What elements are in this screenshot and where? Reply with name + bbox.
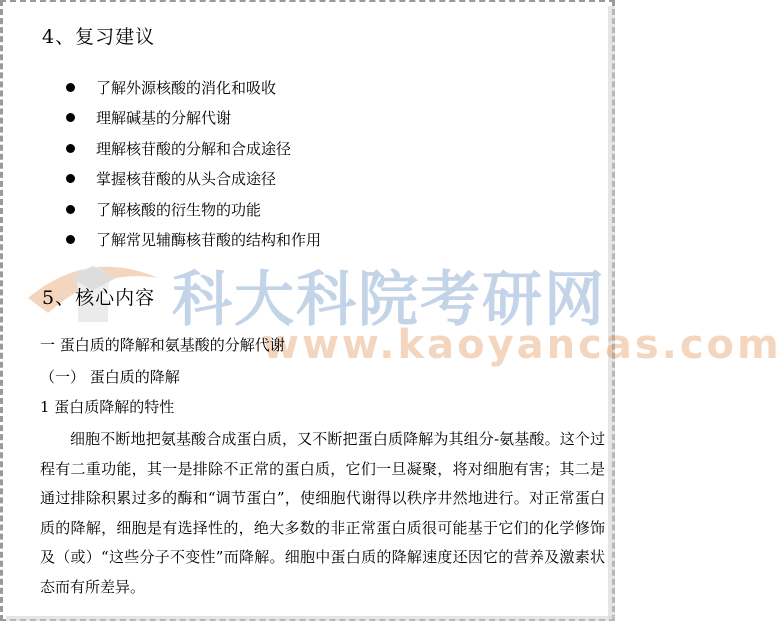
- page-shadow-bottom: [6, 616, 615, 621]
- bullet-icon: [66, 83, 75, 92]
- list-item: 了解核酸的衍生物的功能: [66, 198, 321, 228]
- bullet-icon: [66, 235, 75, 244]
- watermark-site-name: 科大科院考研网: [172, 265, 606, 335]
- body-paragraph: 细胞不断地把氨基酸合成蛋白质，又不断把蛋白质降解为其组分-氨基酸。这个过程有二重功能，其一是排除不正常的蛋白质，它们一旦凝聚，将对细胞有害；其二是通过排除积累过多的酶和“调节蛋白”，使细胞代谢得以秩序井然地进行。对正常蛋白质的降解，细胞是有选择性的，绝大多数的非正常蛋白质很可能基于它们的化学修饰及（或）“这些分子不变性”而降解。细胞中蛋白质的降解速度还因它的营养及激素状态而有所差异。: [40, 430, 605, 596]
- topic-heading: 1 蛋白质降解的特性: [40, 398, 175, 416]
- list-item: 掌握核苷酸的从头合成途径: [66, 167, 321, 197]
- chapter-heading: 一 蛋白质的降解和氨基酸的分解代谢: [40, 336, 285, 354]
- list-item: 了解常见辅酶核苷酸的结构和作用: [66, 228, 321, 258]
- section-4-title: 4、复习建议: [42, 26, 156, 48]
- watermark-url: www.kaoyancas.com: [262, 322, 782, 368]
- page-shadow-right: [608, 6, 615, 618]
- list-item: 理解碱基的分解代谢: [66, 106, 321, 136]
- bullet-icon: [66, 205, 75, 214]
- list-item: 了解外源核酸的消化和吸收: [66, 76, 321, 106]
- subsection-heading: （一） 蛋白质的降解: [40, 368, 180, 386]
- review-suggestions-list: [66, 76, 321, 258]
- bullet-icon: [66, 174, 75, 183]
- bullet-icon: [66, 144, 75, 153]
- list-item: 理解核苷酸的分解和合成途径: [66, 137, 321, 167]
- bullet-icon: [66, 113, 75, 122]
- section-5-title: 5、核心内容: [42, 287, 156, 309]
